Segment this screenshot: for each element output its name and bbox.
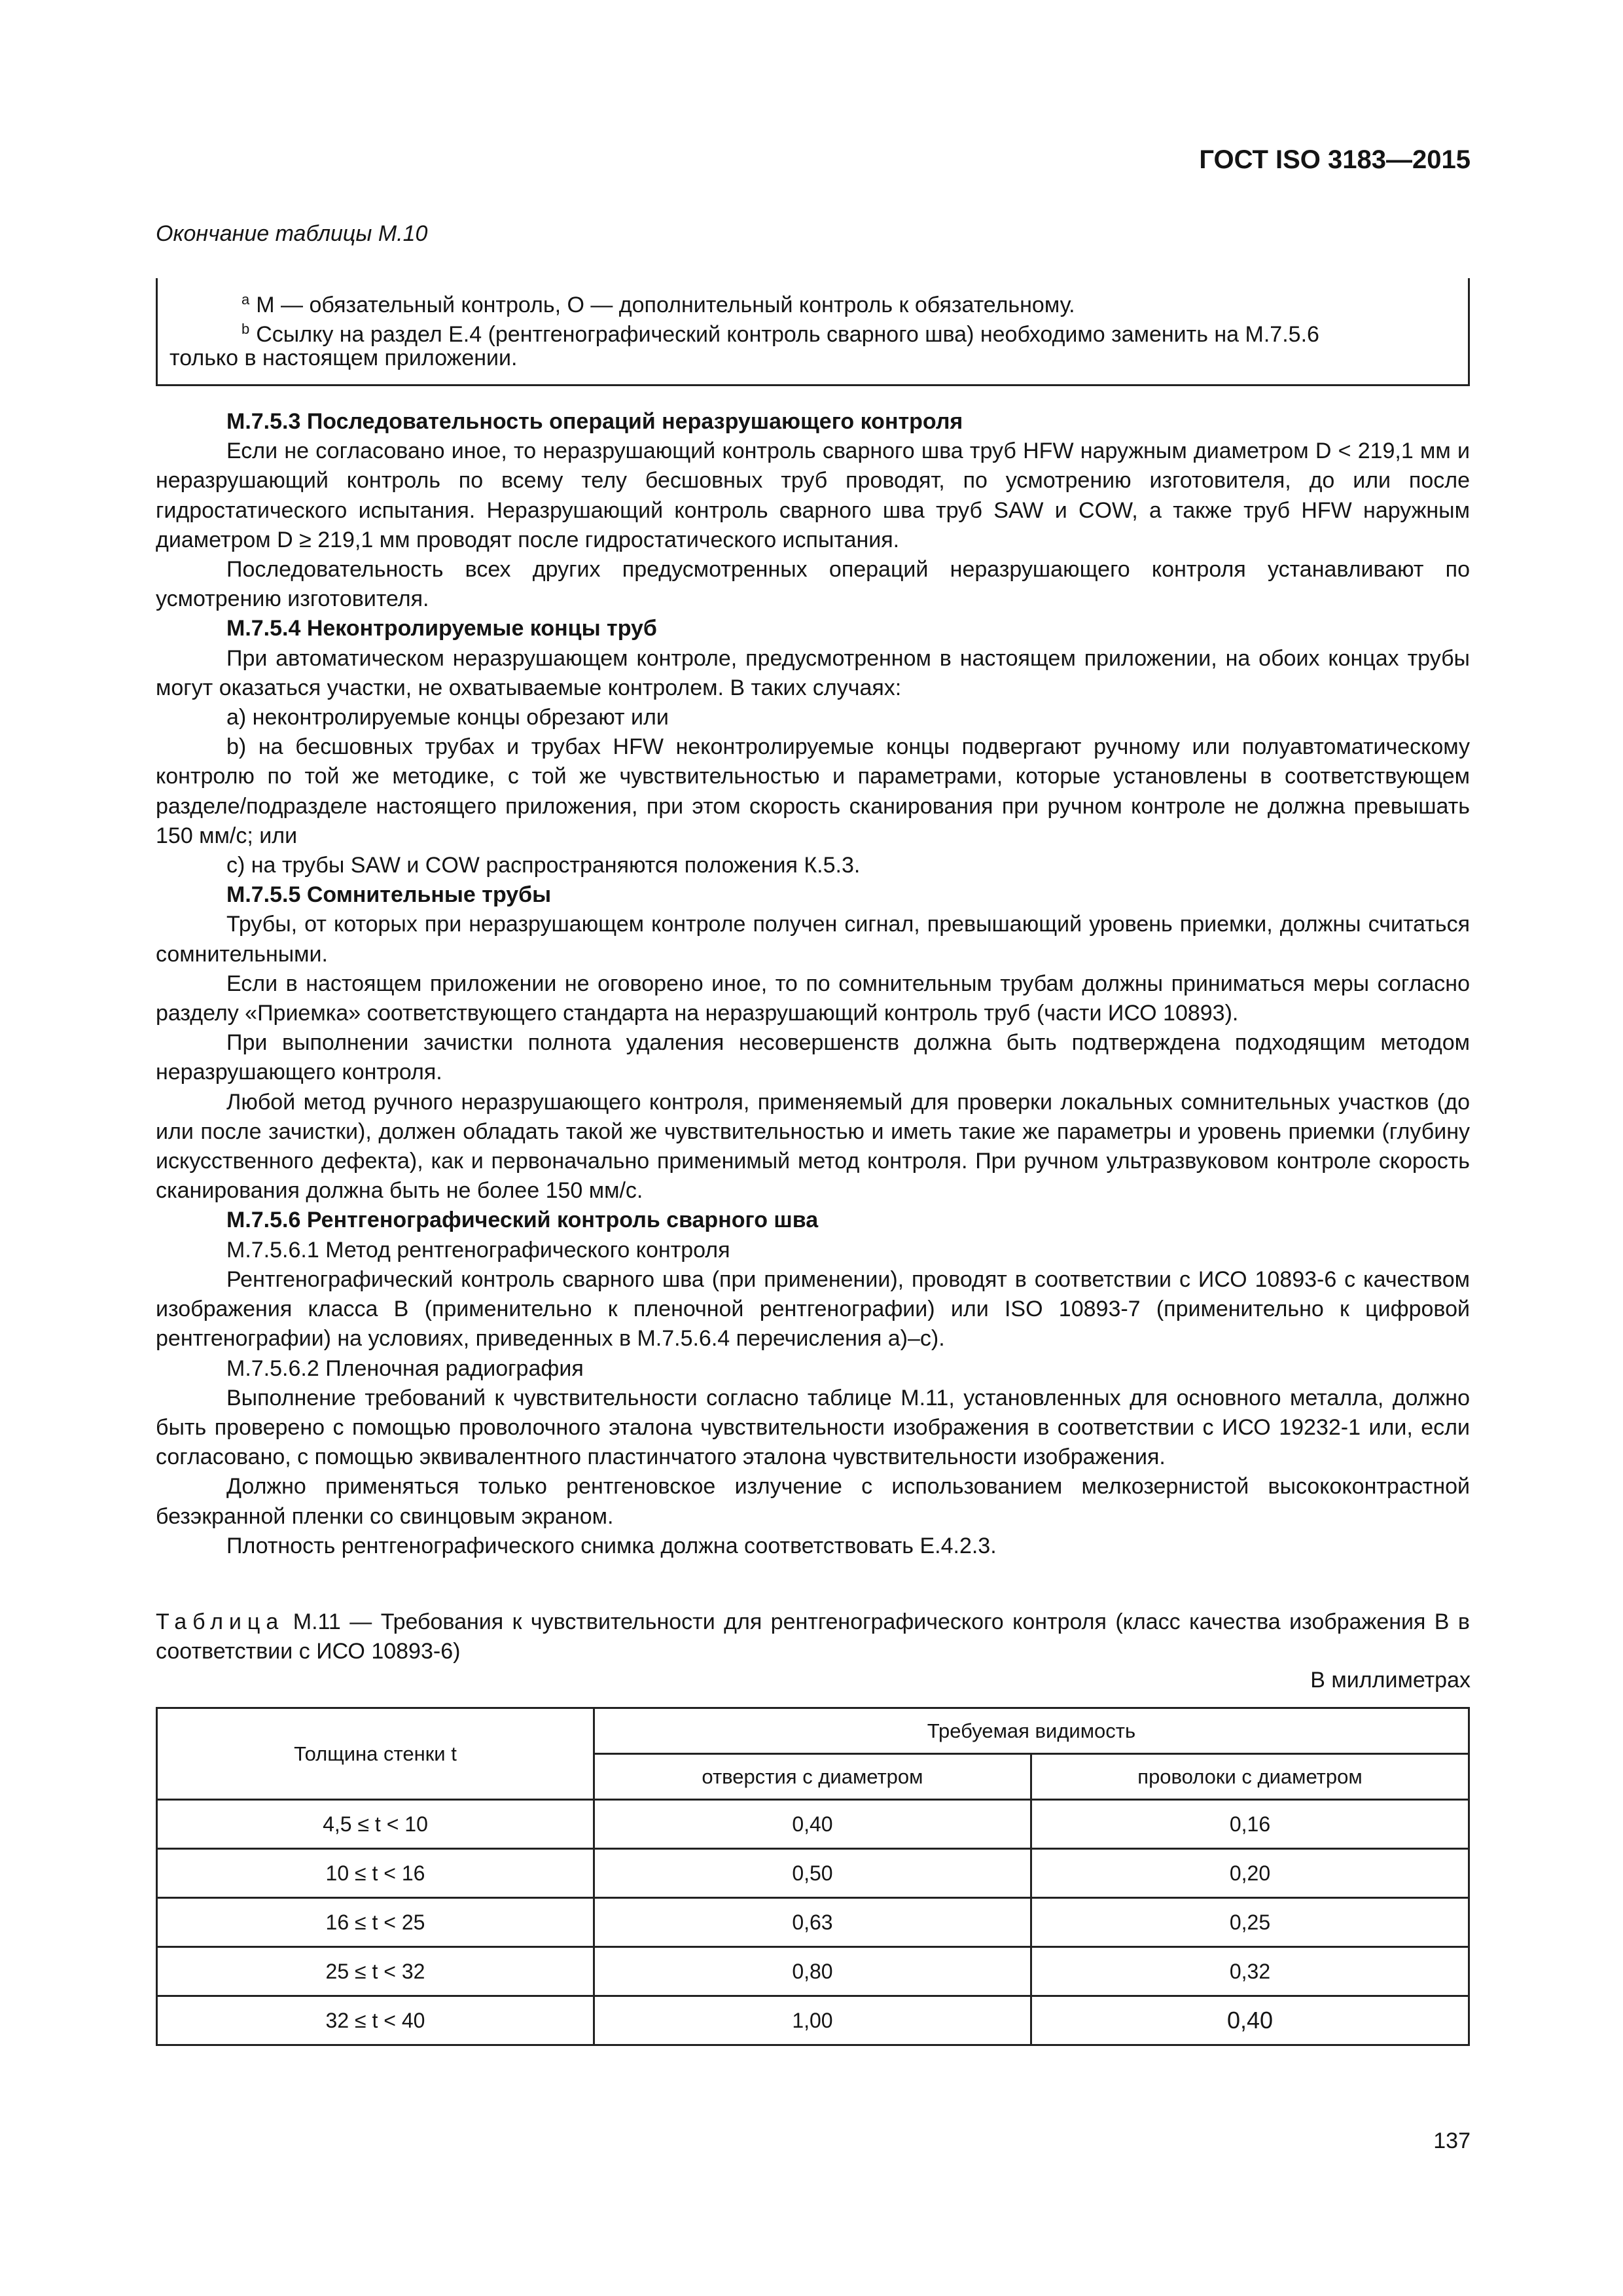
footnote-text: М — обязательный контроль, О — дополнительный контроль к обязательному. [256,293,1075,317]
paragraph: Должно применяться только рентгеновское излучение с использованием мелкозернистой высококонтрастной безэкранной пленки со свинцовым экраном. [156,1474,1470,1529]
table-header-row [157,1708,1469,1754]
paragraph: Если в настоящем приложении не оговорено иное, то по сомнительным трубам должны приниматься меры согласно разделу «Приемка» соответствующего стандарта на неразрушающий контроль труб (части ИСО 10893). [156,971,1470,1026]
cell-wire: 0,20 [1031,1849,1469,1898]
list-item: а) неконтролируемые концы обрезают или [226,705,669,730]
section-heading: М.7.5.3 Последовательность операций неразрушающего контроля [226,409,963,434]
table-row [157,1849,1469,1898]
subsection-heading: М.7.5.6.1 Метод рентгенографического контроля [226,1237,730,1263]
section-heading: М.7.5.4 Неконтролируемые концы труб [226,616,657,641]
paragraph: Рентгенографический контроль сварного шва (при применении), проводят в соответствии с ИСО 10893-6 с качеством изображения класса В (применительно к пленочной рентгенографии) или ISO 10893-7 (применительно к цифровой рентгенографии) на условиях, приведенных в М.7.5.6.4 перечисления а)–с). [156,1266,1470,1352]
header-required-visibility: Требуемая видимость [594,1708,1469,1754]
page-number: 137 [1433,2128,1471,2153]
table-continuation-label: Окончание таблицы М.10 [156,221,428,246]
paragraph: Трубы, от которых при неразрушающем контроле получен сигнал, превышающий уровень приемки, должны считаться сомнительными. [156,912,1470,967]
table-caption-text: М.11 — Требования к чувствительности для рентгенографического контроля (класс качества изображения В в соответствии с ИСО 10893-6) [156,1609,1470,1664]
table-row [157,1800,1469,1849]
section-heading: М.7.5.5 Сомнительные трубы [226,882,552,908]
cell-wire: 0,40 [1031,1996,1469,2045]
header-wall-thickness-text: Толщина стенки t [294,1742,457,1765]
body-text [156,407,1470,1561]
section-heading: М.7.5.6 Рентгенографический контроль сварного шва [226,1208,819,1233]
cell-hole: 0,40 [594,1800,1031,1849]
list-item: с) на трубы SAW и COW распространяются положения К.5.3. [226,853,861,878]
cell-thickness: 4,5 ≤ t < 10 [157,1800,594,1849]
cell-wire: 0,25 [1031,1898,1469,1947]
footnote-box [156,278,1470,386]
paragraph: При выполнении зачистки полнота удаления несовершенств должна быть подтверждена подходящим методом неразрушающего контроля. [156,1030,1470,1085]
header-hole-diameter: отверстия с диаметром [594,1754,1031,1800]
sensitivity-table [156,1707,1470,2046]
document-code: ГОСТ ISO 3183—2015 [1199,145,1471,174]
footnote-b-continuation: только в настоящем приложении. [169,346,518,370]
cell-wire: 0,16 [1031,1800,1469,1849]
table-row [157,1947,1469,1996]
footnote-mark: b [241,321,250,337]
cell-hole: 0,50 [594,1849,1031,1898]
paragraph: Последовательность всех других предусмотренных операций неразрушающего контроля устанавливают по усмотрению изготовителя. [156,557,1470,612]
paragraph: Выполнение требований к чувствительности согласно таблице М.11, установленных для основного металла, должно быть проверено с помощью проволочного эталона чувствительности изображения в соответствии с ИСО 19232-1 или, если согласовано, с помощью эквивалентного пластинчатого эталона чувствительности изображения. [156,1385,1470,1470]
cell-thickness: 16 ≤ t < 25 [157,1898,594,1947]
table-caption-label: Таблица [156,1609,285,1634]
table-row [157,1898,1469,1947]
subsection-heading: М.7.5.6.2 Пленочная радиография [226,1355,584,1381]
table-unit: В миллиметрах [1310,1668,1471,1693]
cell-thickness: 25 ≤ t < 32 [157,1947,594,1996]
cell-wire: 0,32 [1031,1947,1469,1996]
cell-hole: 0,80 [594,1947,1031,1996]
paragraph: Если не согласовано иное, то неразрушающий контроль сварного шва труб HFW наружным диаметром D < 219,1 мм и неразрушающий контроль по всему телу бесшовных труб проводят, по усмотрению изготовителя, до или после гидростатического испытания. Неразрушающий контроль сварного шва труб SAW и COW, а также труб HFW наружным диаметром D ≥ 219,1 мм проводят после гидростатического испытания. [156,439,1470,552]
paragraph: Любой метод ручного неразрушающего контроля, применяемый для проверки локальных сомнительных участков (до или после зачистки), должен обладать такой же чувствительностью и иметь такие же параметры и уровень приемки (глубину искусственного дефекта), как и первоначально применимый метод контроля. При ручном ультразвуковом контроле скорость сканирования должна быть не более 150 мм/с. [156,1089,1470,1204]
table-row [157,1996,1469,2045]
paragraph: При автоматическом неразрушающем контроле, предусмотренном в настоящем приложении, на обоих концах трубы могут оказаться участки, не охватываемые контролем. В таких случаях: [156,645,1470,700]
cell-hole: 0,63 [594,1898,1031,1947]
list-item: b) на бесшовных трубах и трубах HFW неконтролируемые концы подвергают ручному или полуавтоматическому контролю по той же методике, с той же чувствительностью и параметрами, которые установлены в соответствующем разделе/подразделе настоящего приложения, при этом скорость сканирования при ручном контроле не должна превышать 150 мм/с; или [156,734,1470,848]
paragraph: Плотность рентгенографического снимка должна соответствовать Е.4.2.3. [226,1533,997,1558]
table-caption [156,1607,1470,1666]
cell-thickness: 10 ≤ t < 16 [157,1849,594,1898]
cell-thickness: 32 ≤ t < 40 [157,1996,594,2045]
header-wall-thickness [157,1708,594,1800]
header-wire-diameter: проволоки с диаметром [1031,1754,1469,1800]
footnote-text: Ссылку на раздел Е.4 (рентгенографический контроль сварного шва) необходимо заменить на М.7.5.6 [256,322,1319,347]
cell-hole: 1,00 [594,1996,1031,2045]
footnote-mark: a [241,291,250,308]
